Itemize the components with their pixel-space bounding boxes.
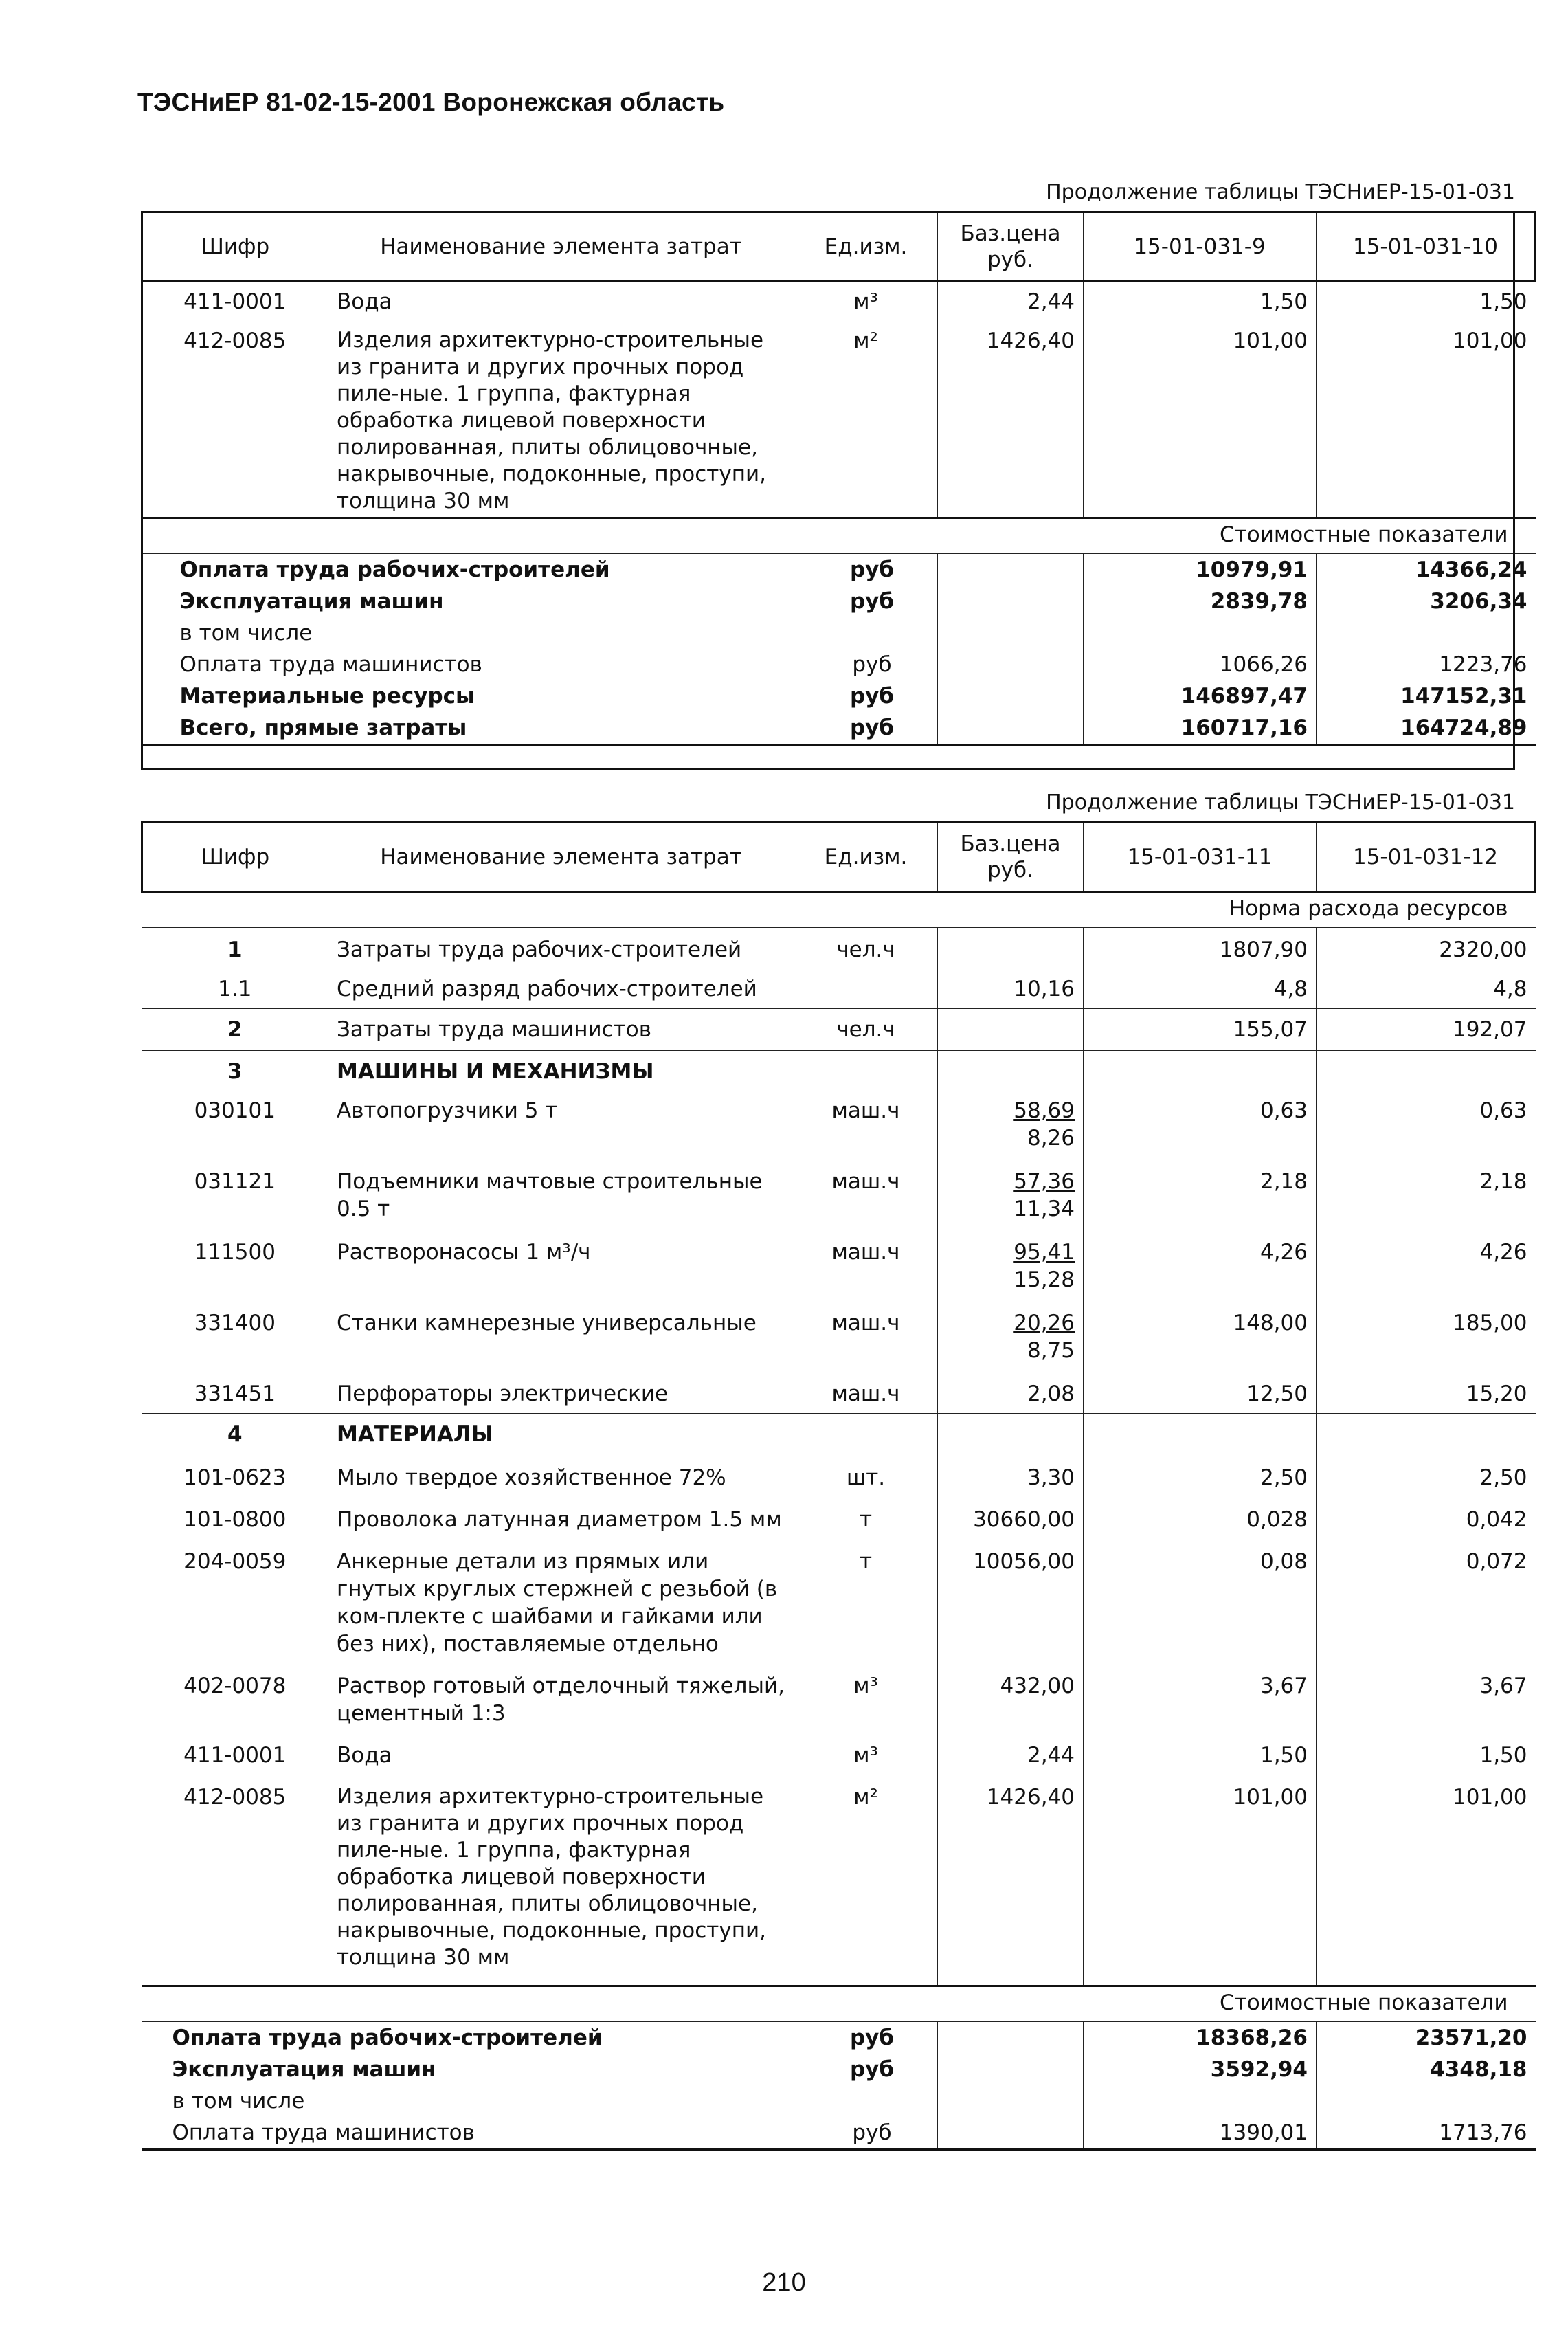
row-unit: чел.ч	[794, 928, 938, 966]
row-name: МАШИНЫ И МЕХАНИЗМЫ	[328, 1051, 794, 1088]
summary-v2: 4348,18	[1430, 2057, 1527, 2082]
row-v2	[1317, 1414, 1536, 1451]
row-v2: 2,18	[1479, 1169, 1527, 1194]
row-price	[938, 928, 1084, 966]
header-code: Шифр	[142, 212, 328, 282]
summary-label: Оплата труда рабочих-строителей руб	[142, 2022, 938, 2054]
table2-caption: Продолжение таблицы ТЭСНиЕР-15-01-031	[1046, 790, 1515, 814]
row-name: МАТЕРИАЛЫ	[328, 1414, 794, 1451]
row-code: 111500	[142, 1225, 328, 1296]
header-code: Шифр	[142, 823, 328, 892]
row-name: Анкерные детали из прямых или гнутых круглых стержней с резьбой (в ком-плекте с шайбами и гайками или без них), поставляемые отдельно	[328, 1535, 794, 1660]
summary-v1	[1084, 617, 1317, 649]
row-v2: 1,50	[1479, 1743, 1527, 1768]
summary-v1: 10979,91	[1084, 554, 1317, 586]
summary-v2: 147152,31	[1400, 684, 1527, 709]
row-unit: м³	[794, 282, 938, 318]
row-v2: 4,8	[1493, 977, 1527, 1001]
row-v1: 101,00	[1084, 318, 1317, 518]
summary-header: Стоимостные показатели	[142, 1986, 1536, 2022]
row-price: 2,44	[938, 282, 1084, 318]
summary-empty	[938, 712, 1084, 745]
row-name: Автопогрузчики 5 т	[328, 1087, 794, 1154]
row-name: Растворонасосы 1 м³/ч	[328, 1225, 794, 1296]
table2-norm-header-row	[142, 892, 1536, 928]
row-v1: 4,8	[1084, 966, 1317, 1009]
row-v2: 185,00	[1453, 1311, 1527, 1335]
summary-v1: 18368,26	[1084, 2022, 1317, 2054]
summary-v1	[1084, 2085, 1317, 2117]
row-unit: маш.ч	[794, 1225, 938, 1296]
header-name: Наименование элемента затрат	[328, 212, 794, 282]
row-code: 411-0001	[142, 1729, 328, 1771]
row-v1: 155,07	[1084, 1009, 1317, 1051]
row-unit	[794, 966, 938, 1009]
header-col2: 15-01-031-12	[1317, 823, 1536, 892]
summary-v1: 146897,47	[1084, 680, 1317, 712]
row-name: Изделия архитектурно-строительные из гранита и других прочных пород пиле-ные. 1 группа, фактурная обработка лицевой поверхности полированная, плиты облицовочные, накрывочные, подоконные, проступи, толщина 30 мм	[328, 1771, 794, 1986]
table-row	[142, 1414, 1536, 1451]
row-code: 031121	[142, 1154, 328, 1225]
row-price: 2,44	[938, 1729, 1084, 1771]
price-denominator: 15,28	[1013, 1267, 1075, 1292]
row-unit: маш.ч	[794, 1087, 938, 1154]
table-row	[142, 1660, 1536, 1729]
summary-row	[142, 2117, 1536, 2150]
row-name: Проволока латунная диаметром 1.5 мм	[328, 1493, 794, 1535]
row-v2: 0,072	[1466, 1549, 1527, 1574]
document-title: ТЭСНиЕР 81-02-15-2001 Воронежская область	[137, 88, 725, 116]
row-price	[938, 1051, 1084, 1088]
summary-v2: 23571,20	[1415, 2025, 1527, 2050]
row-price: 10056,00	[938, 1535, 1084, 1660]
row-v1: 3,67	[1084, 1660, 1317, 1729]
table2	[141, 821, 1536, 2151]
row-name: Средний разряд рабочих-строителей	[328, 966, 794, 1009]
row-code: 2	[142, 1009, 328, 1051]
row-code: 331400	[142, 1296, 328, 1366]
summary-empty	[938, 2117, 1084, 2150]
header-unit: Ед.изм.	[794, 212, 938, 282]
summary-empty	[938, 680, 1084, 712]
row-price	[938, 1009, 1084, 1051]
row-unit: маш.ч	[794, 1296, 938, 1366]
row-v1: 101,00	[1084, 1771, 1317, 1986]
table1-caption: Продолжение таблицы ТЭСНиЕР-15-01-031	[1046, 180, 1515, 204]
row-name: Затраты труда рабочих-строителей	[328, 928, 794, 966]
row-unit: шт.	[794, 1450, 938, 1493]
summary-v2: 14366,24	[1415, 557, 1527, 582]
summary-v2: 164724,89	[1317, 712, 1536, 745]
row-name: Мыло твердое хозяйственное 72%	[328, 1450, 794, 1493]
row-price: 10,16	[938, 966, 1084, 1009]
table2-header-row	[142, 823, 1536, 892]
summary-empty	[938, 649, 1084, 680]
row-price: 1426,40	[938, 1771, 1084, 1986]
summary-empty	[938, 554, 1084, 586]
row-code: 101-0623	[142, 1450, 328, 1493]
row-v1: 0,63	[1084, 1087, 1317, 1154]
table1-header-row	[142, 212, 1536, 282]
row-price: 432,00	[938, 1660, 1084, 1729]
row-name: Подъемники мачтовые строительные 0.5 т	[328, 1154, 794, 1225]
row-unit: маш.ч	[794, 1366, 938, 1414]
row-code: 411-0001	[142, 282, 328, 318]
table-row	[142, 1535, 1536, 1660]
header-unit: Ед.изм.	[794, 823, 938, 892]
summary-label: Оплата труда машинистов руб	[142, 649, 938, 680]
row-unit: т	[794, 1493, 938, 1535]
row-code: 030101	[142, 1087, 328, 1154]
row-v2: 3,67	[1479, 1674, 1527, 1698]
summary-v2: 1223,76	[1439, 652, 1527, 677]
summary-v2	[1317, 2085, 1536, 2117]
row-v2: 4,26	[1479, 1240, 1527, 1265]
row-v1: 1807,90	[1084, 928, 1317, 966]
row-name: Вода	[328, 1729, 794, 1771]
row-code: 204-0059	[142, 1535, 328, 1660]
page-number: 210	[762, 2268, 806, 2297]
summary-empty	[938, 2085, 1084, 2117]
row-v1: 4,26	[1084, 1225, 1317, 1296]
row-price: 1426,40	[938, 318, 1084, 518]
summary-empty	[938, 617, 1084, 649]
summary-label: Материальные ресурсы руб	[142, 680, 938, 712]
price-numerator: 20,26	[1013, 1311, 1075, 1335]
table-row	[142, 1296, 1536, 1366]
row-code: 412-0085	[142, 318, 328, 518]
row-v1	[1084, 1051, 1317, 1088]
norm-header: Норма расхода ресурсов	[142, 892, 1536, 928]
row-price	[938, 1087, 1084, 1154]
table1	[141, 211, 1536, 746]
row-name: Станки камнерезные универсальные	[328, 1296, 794, 1366]
summary-row	[142, 649, 1536, 680]
table1-summary-header-row	[142, 518, 1536, 554]
row-unit: м²	[794, 1771, 938, 1986]
summary-v1: 160717,16	[1084, 712, 1317, 745]
summary-empty	[938, 2054, 1084, 2085]
row-v2: 192,07	[1317, 1009, 1536, 1051]
table-row	[142, 1009, 1536, 1051]
row-unit: м²	[794, 318, 938, 518]
row-v2: 0,042	[1466, 1507, 1527, 1532]
row-price: 3,30	[938, 1450, 1084, 1493]
row-price	[938, 1296, 1084, 1366]
row-code: 1	[142, 928, 328, 966]
summary-v2	[1317, 617, 1536, 649]
summary-label: Оплата труда рабочих-строителей руб	[142, 554, 938, 586]
summary-row	[142, 586, 1536, 617]
row-name: Вода	[328, 282, 794, 318]
row-unit	[794, 1414, 938, 1451]
row-code: 1.1	[142, 966, 328, 1009]
row-unit: чел.ч	[794, 1009, 938, 1051]
row-unit: м³	[794, 1660, 938, 1729]
row-code: 4	[142, 1414, 328, 1451]
price-denominator: 8,75	[1027, 1338, 1075, 1363]
row-unit	[794, 1051, 938, 1088]
row-code: 412-0085	[142, 1771, 328, 1986]
header-price: Баз.цена руб.	[938, 823, 1084, 892]
table-row	[142, 1450, 1536, 1493]
row-price	[938, 1414, 1084, 1451]
summary-row	[142, 617, 1536, 649]
row-v1: 148,00	[1084, 1296, 1317, 1366]
summary-empty	[938, 2022, 1084, 2054]
price-denominator: 11,34	[1013, 1197, 1075, 1221]
row-name: Раствор готовый отделочный тяжелый, цементный 1:3	[328, 1660, 794, 1729]
row-v2	[1317, 1051, 1536, 1088]
header-name: Наименование элемента затрат	[328, 823, 794, 892]
row-v2: 0,63	[1479, 1098, 1527, 1123]
row-v2: 101,00	[1453, 1785, 1527, 1810]
row-v2: 1,50	[1479, 289, 1527, 314]
price-numerator: 58,69	[1013, 1098, 1075, 1123]
row-v1	[1084, 1414, 1317, 1451]
summary-label: Эксплуатация машин руб	[142, 2054, 938, 2085]
summary-label: Оплата труда машинистов руб	[142, 2117, 938, 2150]
row-price	[938, 1154, 1084, 1225]
summary-row	[142, 554, 1536, 586]
table-row	[142, 1493, 1536, 1535]
row-v1: 0,028	[1084, 1493, 1317, 1535]
row-v2: 2320,00	[1439, 937, 1527, 962]
summary-row	[142, 712, 1536, 745]
price-numerator: 57,36	[1013, 1169, 1075, 1194]
row-v1: 2,50	[1084, 1450, 1317, 1493]
table-row	[142, 928, 1536, 966]
table-row	[142, 1366, 1536, 1414]
table-row	[142, 1771, 1536, 1986]
summary-v2: 1713,76	[1317, 2117, 1536, 2150]
summary-header: Стоимостные показатели	[142, 518, 1536, 554]
summary-row	[142, 680, 1536, 712]
row-name: Изделия архитектурно-строительные из гранита и других прочных пород пиле-ные. 1 группа, фактурная обработка лицевой поверхности полированная, плиты облицовочные, накрывочные, подоконные, проступи, толщина 30 мм	[328, 318, 794, 518]
row-v1: 0,08	[1084, 1535, 1317, 1660]
row-name: Перфораторы электрические	[328, 1366, 794, 1414]
row-code: 402-0078	[142, 1660, 328, 1729]
row-unit: м³	[794, 1729, 938, 1771]
table-row	[142, 1154, 1536, 1225]
table-row	[142, 318, 1536, 518]
summary-v1: 2839,78	[1084, 586, 1317, 617]
row-v1: 1,50	[1084, 1729, 1317, 1771]
summary-v1: 1390,01	[1084, 2117, 1317, 2150]
summary-row	[142, 2054, 1536, 2085]
summary-row	[142, 2085, 1536, 2117]
header-col1: 15-01-031-9	[1084, 212, 1317, 282]
header-col1: 15-01-031-11	[1084, 823, 1317, 892]
row-v2: 101,00	[1453, 329, 1527, 353]
summary-label: Всего, прямые затраты руб	[142, 712, 938, 745]
row-name: Затраты труда машинистов	[328, 1009, 794, 1051]
summary-v2: 3206,34	[1430, 589, 1527, 614]
row-unit: маш.ч	[794, 1154, 938, 1225]
table-row	[142, 1729, 1536, 1771]
summary-v1: 1066,26	[1084, 649, 1317, 680]
row-price: 30660,00	[938, 1493, 1084, 1535]
summary-label: в том числе	[142, 617, 938, 649]
summary-v1: 3592,94	[1084, 2054, 1317, 2085]
header-price: Баз.цена руб.	[938, 212, 1084, 282]
table-row	[142, 1225, 1536, 1296]
table-row	[142, 1087, 1536, 1154]
summary-empty	[938, 586, 1084, 617]
row-v2: 2,50	[1479, 1465, 1527, 1490]
price-denominator: 8,26	[1027, 1126, 1075, 1151]
row-v2: 15,20	[1466, 1381, 1527, 1406]
summary-row	[142, 2022, 1536, 2054]
row-price	[938, 1225, 1084, 1296]
table-row	[142, 1051, 1536, 1088]
row-unit: т	[794, 1535, 938, 1660]
summary-label: в том числе	[142, 2085, 938, 2117]
price-numerator: 95,41	[1013, 1240, 1075, 1265]
row-v1: 2,18	[1084, 1154, 1317, 1225]
row-v1: 1,50	[1084, 282, 1317, 318]
table-row	[142, 966, 1536, 1009]
table2-summary-header-row	[142, 1986, 1536, 2022]
row-code: 331451	[142, 1366, 328, 1414]
header-col2: 15-01-031-10	[1317, 212, 1536, 282]
row-code: 3	[142, 1051, 328, 1088]
row-price: 2,08	[938, 1366, 1084, 1414]
row-v1: 12,50	[1084, 1366, 1317, 1414]
summary-label: Эксплуатация машин руб	[142, 586, 938, 617]
table-row	[142, 282, 1536, 318]
row-code: 101-0800	[142, 1493, 328, 1535]
